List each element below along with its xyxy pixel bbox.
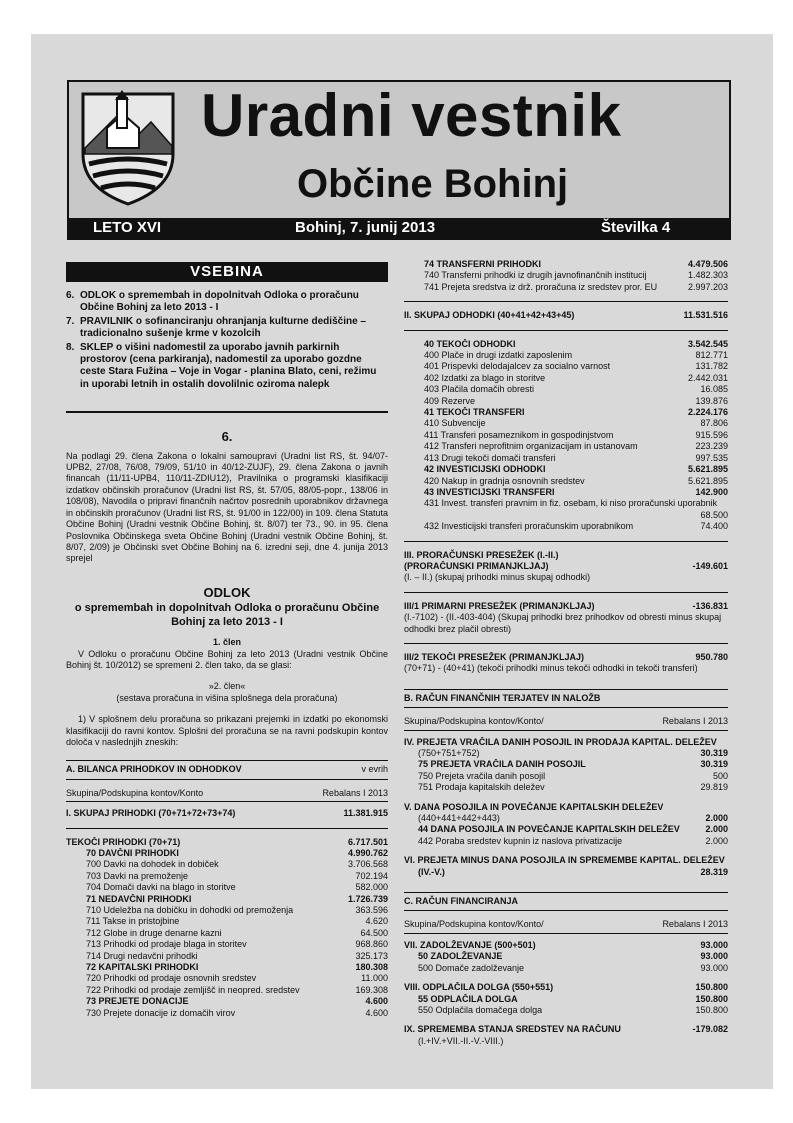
masthead: [67, 80, 731, 240]
table-row: 44 DANA POSOJILA IN POVEČANJE KAPITALSKIH DELEŽEV 2.000: [418, 824, 728, 835]
table-cell-value: 68.500: [700, 509, 728, 520]
table-row: 700 Davki na dohodek in dobiček 3.706.568: [86, 859, 388, 870]
table-row: 409 Rezerve 139.876: [424, 395, 728, 406]
table-row: 401 Prispevki delodajalcev za socialno varnost 131.782: [424, 361, 728, 372]
contents-heading: VSEBINA: [66, 262, 388, 282]
table-row: 740 Transferni prihodki iz drugih javnofinančnih institucij 1.482.303: [424, 270, 728, 281]
right-column: [404, 259, 728, 1047]
table-row: (440+441+442+443) 2.000: [418, 813, 728, 824]
table-row: IV. PREJETA VRAČILA DANIH POSOJIL IN PRODAJA KAPITAL. DELEŽEV: [404, 736, 717, 747]
article-heading: 1. člen: [212, 637, 241, 648]
table-row: 55 ODPLAČILA DOLGA 150.800: [418, 993, 728, 1004]
table-row: 714 Drugi nedavčni prihodki 325.173: [86, 950, 388, 961]
toc-item[interactable]: 8. SKLEP o višini nadomestil za uporabo javnih parkirnih prostorov (cena parkiranja), nadomestil za uporabo gozdne ceste Stara Fužina – Voje in Vogar - planina Blato, ceni, režimu in uporabi letnih in ostalih dovolilnic oziroma nalepk: [66, 341, 377, 390]
table-row: (750+751+752) 30.319: [418, 748, 728, 758]
table-row: 72 KAPITALSKI PRIHODKI 180.308: [86, 962, 388, 973]
table-row: 71 NEDAVČNI PRIHODKI 1.726.739: [86, 893, 388, 904]
table-row: 730 Prejete donacije iz domačih virov 4.600: [86, 1007, 388, 1018]
article-paragraph: 1) V splošnem delu proračuna so prikazani prejemki in izdatki po ekonomski klasifikaciji do ravni kontov. Splošni del proračuna se na ravni podskupin kontov določa v naslednjih zneskih:: [66, 714, 388, 747]
table-row: 403 Plačila domačih obresti 16.085: [424, 384, 728, 395]
table-row: 70 DAVČNI PRIHODKI 4.990.762: [86, 848, 388, 858]
balance-note: (I.-7102) - (II.-403-404) (Skupaj prihodki brez prihodkov od obresti minus skupaj odhodki brez plačil obresti): [404, 612, 722, 634]
table-row: 74 TRANSFERNI PRIHODKI 4.479.506: [424, 259, 728, 269]
table-row: 40 TEKOČI ODHODKI 3.542.545: [424, 338, 728, 349]
table-row: VII. ZADOLŽEVANJE (500+501) 93.000: [404, 939, 728, 950]
table-row: 73 PREJETE DONACIJE 4.600: [86, 996, 388, 1007]
table-row: 411 Transferi posameznikom in gospodinjstvom 915.596: [424, 429, 728, 440]
year-label: LETO XVI: [93, 219, 162, 236]
table-row: 720 Prihodki od prodaje osnovnih sredstev 11.000: [86, 973, 388, 984]
table-row: 41 TEKOČI TRANSFERI 2.224.176: [424, 407, 728, 418]
section-divider: [66, 411, 388, 413]
table-row: 741 Prejeta sredstva iz drž. proračuna iz sredstev pror. EU 2.997.203: [424, 281, 728, 292]
table-row: 402 Izdatki za blago in storitve 2.442.031: [424, 372, 728, 383]
table-row: 431 Invest. transferi pravnim in fiz. osebam, ki niso proračunski uporabnik: [424, 498, 718, 509]
table-row: 400 Plače in drugi izdatki zaposlenim 812.771: [424, 350, 728, 361]
table-row: (IV.-V.) 28.319: [418, 866, 728, 877]
table-row: VI. PREJETA MINUS DANA POSOJILA IN SPREMEMBE KAPITAL. DELEŽEV: [404, 855, 725, 866]
ordinance-title: ODLOK: [203, 584, 251, 600]
issue-info-bar: [69, 218, 729, 238]
left-column: [66, 262, 388, 1019]
table-row: 432 Investicijski transferi proračunskim uporabnikom 74.400: [424, 521, 728, 532]
ordinance-subtitle: o spremembah in dopolnitvah Odloka o proračunu Občine Bohinj za leto 2013 - I: [74, 602, 380, 629]
table-row: II. SKUPAJ ODHODKI (40+41+42+43+45) 11.531.516: [404, 310, 728, 321]
balance-note: (70+71) - (40+41) (tekoči prihodki minus tekoči odhodki in tekoči transferi): [404, 663, 698, 674]
table-row: (I.+IV.+VII.-II.-V.-VIII.): [418, 1035, 504, 1046]
toc-item[interactable]: 6. ODLOK o spremembah in dopolnitvah Odloka o proračunu Občine Bohinj za leto 2013 - I: [66, 290, 359, 314]
table-row: 413 Drugi tekoči domači transferi 997.535: [424, 452, 728, 463]
table-row: TEKOČI PRIHODKI (70+71) 6.717.501: [66, 836, 388, 847]
table-row: 500 Domače zadolževanje 93.000: [418, 962, 728, 973]
table-a-column-headers: Skupina/Podskupina kontov/Konto Rebalans I 2013: [66, 786, 388, 802]
table-row: VIII. ODPLAČILA DOLGA (550+551) 150.800: [404, 982, 728, 993]
balance-note: (I. – II.) (skupaj prihodki minus skupaj odhodki): [404, 572, 591, 583]
table-row: 50 ZADOLŽEVANJE 93.000: [418, 951, 728, 962]
newsletter-title: Uradni vestnik: [201, 82, 622, 149]
issue-number-label: Številka 4: [601, 219, 671, 236]
balance-line: III. PRORAČUNSKI PRESEŽEK (I.-II.): [404, 549, 559, 560]
table-row: III/2 TEKOČI PRESEŽEK (PRIMANJKLJAJ) 950.780: [404, 651, 728, 662]
table-c-column-headers: Skupina/Podskupina kontov/Konto/ Rebalans I 2013: [404, 917, 728, 933]
table-a-heading: A. BILANCA PRIHODKOV IN ODHODKOV v evrih: [66, 760, 388, 779]
table-row: 710 Udeležba na dobičku in dohodki od premoženja 363.596: [86, 905, 388, 916]
table-row: 751 Prodaja kapitalskih deležev 29.819: [418, 782, 728, 793]
table-row: 410 Subvencije 87.806: [424, 418, 728, 429]
table-row: 412 Transferi neprofitnim organizacijam in ustanovam 223.239: [424, 441, 728, 452]
table-row: 703 Davki na premoženje 702.194: [86, 870, 388, 881]
section-number: 6.: [221, 429, 233, 445]
toc-item[interactable]: 7. PRAVILNIK o sofinanciranju ohranjanja kulturne dediščine – tradicionalno sušenje krme v kozolcih: [66, 315, 366, 340]
article-text: V Odloku o proračunu Občine Bohinj za leto 2013 (Uradni vestnik Občine Bohinj št. 10/2012) se spremeni 2. člen tako, da se glasi:: [66, 648, 388, 670]
table-row: 42 INVESTICIJSKI ODHODKI 5.621.895: [424, 464, 728, 475]
table-row: V. DANA POSOJILA IN POVEČANJE KAPITALSKIH DELEŽEV: [404, 801, 664, 812]
table-row: 712 Globe in druge denarne kazni 64.500: [86, 927, 388, 938]
date-label: Bohinj, 7. junij 2013: [295, 219, 436, 236]
table-row: 43 INVESTICIJSKI TRANSFERI 142.900: [424, 486, 728, 497]
table-row: 442 Poraba sredstev kupnin iz naslova privatizacije 2.000: [418, 835, 728, 846]
table-row: 420 Nakup in gradnja osnovnih sredstev 5.621.895: [424, 475, 728, 486]
table-row: 704 Domači davki na blago in storitve 582.000: [86, 882, 388, 893]
table-row: 550 Odplačila domačega dolga 150.800: [418, 1004, 728, 1015]
table-c-heading: C. RAČUN FINANCIRANJA: [404, 892, 728, 911]
table-of-contents: [66, 290, 388, 391]
bohinj-coat-of-arms-icon: [77, 88, 179, 208]
quoted-article-subheading: (sestava proračuna in višina splošnega dela proračuna): [116, 692, 338, 703]
table-row: IX. SPREMEMBA STANJA SREDSTEV NA RAČUNU -179.082: [404, 1024, 728, 1035]
table-row: 711 Takse in pristojbine 4.620: [86, 916, 388, 927]
table-b-heading: B. RAČUN FINANČNIH TERJATEV IN NALOŽB: [404, 689, 728, 708]
table-row: (PRORAČUNSKI PRIMANJKLJAJ) -149.601: [404, 560, 728, 571]
table-row: III/1 PRIMARNI PRESEŽEK (PRIMANJKLJAJ) -136.831: [404, 600, 728, 611]
quoted-article-heading: »2. člen«: [208, 681, 246, 692]
table-row: 750 Prejeta vračila danih posojil 500: [418, 770, 728, 781]
table-row: 722 Prihodki od prodaje zemljišč in neopred. sredstev 169.308: [86, 984, 388, 995]
newsletter-subtitle: Občine Bohinj: [297, 162, 569, 206]
legal-basis-paragraph: Na podlagi 29. člena Zakona o lokalni samoupravi (Uradni list RS, št. 94/07-UPB2, 27/08, 76/08, 79/09, 51/10 in 40/12-ZUJF), 29. člena Zakona o javnih financah (11/11-UPB4, 110/11-ZDIU12), Pravilnika o programski klasifikaciji izdatkov občinskih proračunov (Uradni list RS, št. 57/05, 88/05-popr., 138/06 in 108/08), Navodila o pripravi finančnih načrtov posrednih uporabnikov državnega in občinskih proračunov (Uradni list RS, št. 91/00 in 122/00) in 109. člena Statuta Občine Bohinj (Uradni vestnik Občine Bohinj, št. 8/07) ter 73., 90. in 95. člena Poslovnika Občinskega sveta Občine Bohinj (Uradni vestnik Občine Bohinj, št. 8/07, 2/09) je Občinski svet Občine Bohinj na 6. izredni seji, dne 4. junija 2013 sprejel: [66, 450, 388, 564]
table-b-column-headers: Skupina/Podskupina kontov/Konto/ Rebalans I 2013: [404, 714, 728, 730]
table-row: I. SKUPAJ PRIHODKI (70+71+72+73+74) 11.381.915: [66, 808, 388, 819]
table-row: 713 Prihodki od prodaje blaga in storitev 968.860: [86, 939, 388, 950]
table-row: 75 PREJETA VRAČILA DANIH POSOJIL 30.319: [418, 759, 728, 770]
